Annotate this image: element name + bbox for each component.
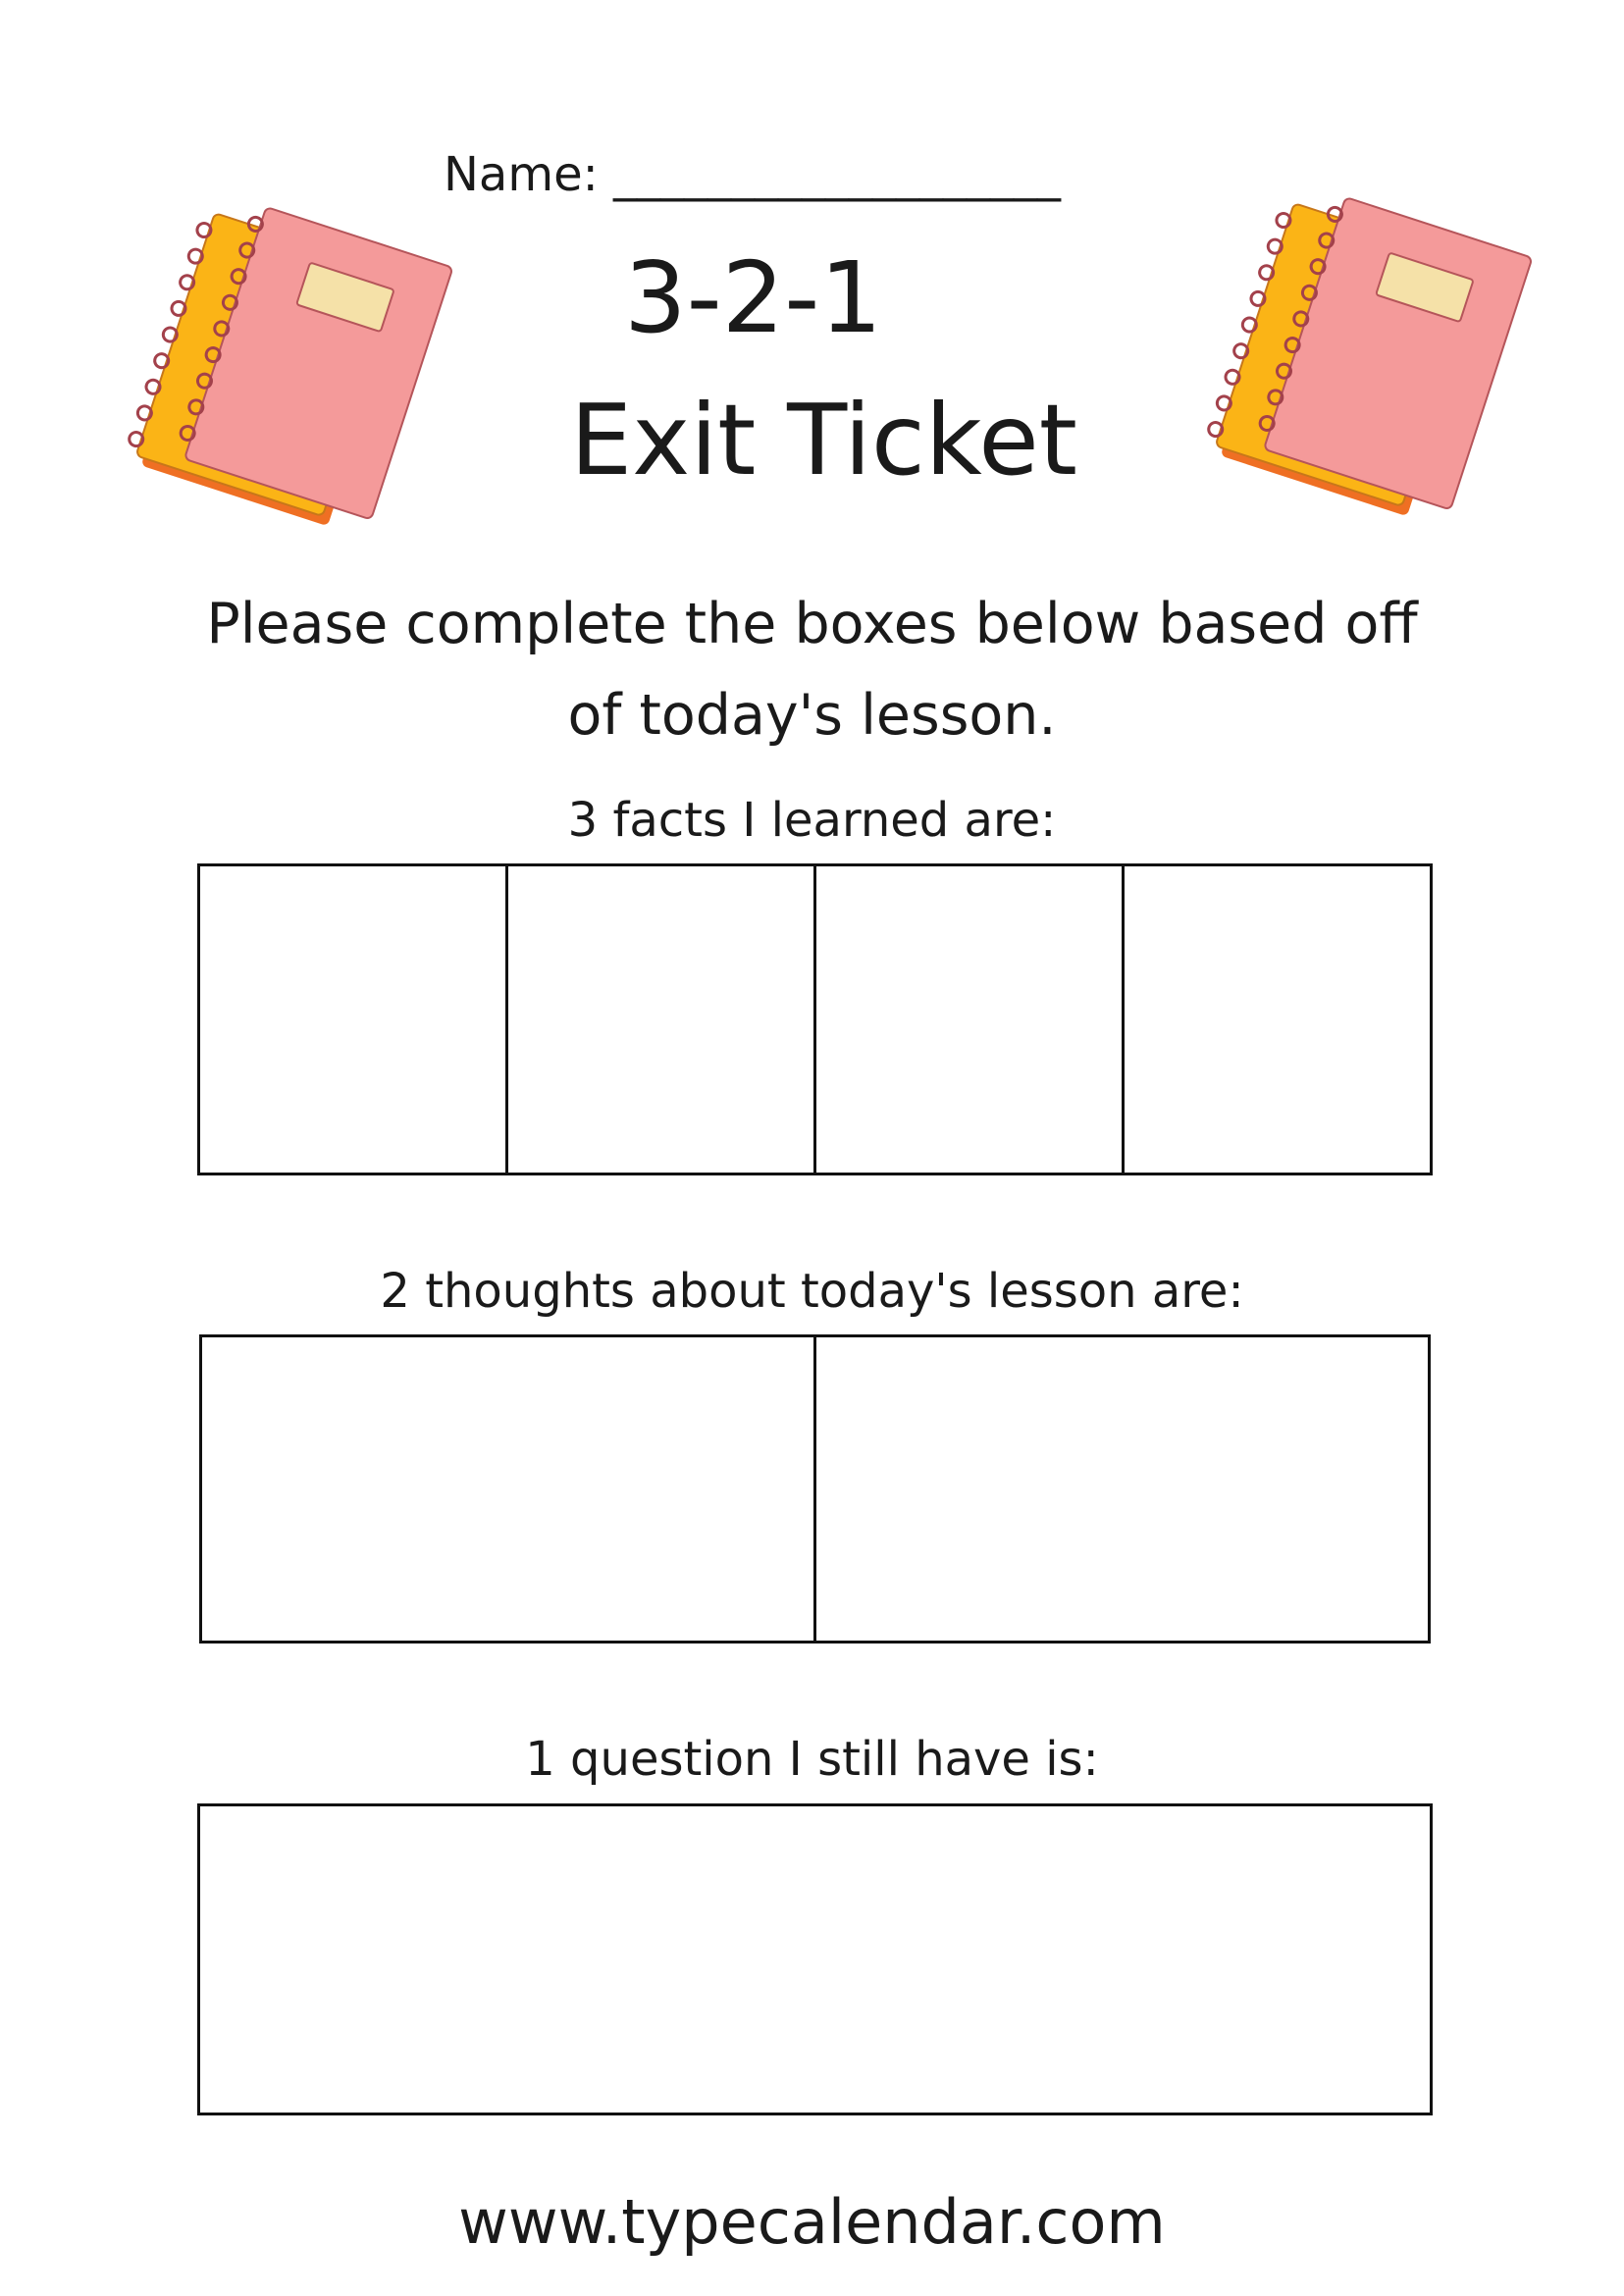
question-boxes xyxy=(197,1803,1433,2115)
fact-box-1[interactable] xyxy=(200,866,508,1173)
title-number: 3-2-1 xyxy=(623,240,883,355)
thought-box-1[interactable] xyxy=(202,1337,816,1641)
title-text: Exit Ticket xyxy=(570,383,1077,497)
thought-box-2[interactable] xyxy=(816,1337,1428,1641)
fact-box-2[interactable] xyxy=(508,866,816,1173)
question-box-1[interactable] xyxy=(200,1806,1430,2113)
thoughts-boxes xyxy=(199,1334,1431,1644)
footer-url: www.typecalendar.com xyxy=(458,2186,1166,2258)
thoughts-label: 2 thoughts about today's lesson are: xyxy=(380,1264,1244,1319)
name-field-label: Name: ___________________ xyxy=(444,147,1062,202)
instructions-line-2: of today's lesson. xyxy=(567,683,1057,748)
instructions-line-1: Please complete the boxes below based off xyxy=(206,592,1418,656)
facts-label: 3 facts I learned are: xyxy=(567,793,1057,848)
instructions xyxy=(118,579,1506,761)
fact-box-3[interactable] xyxy=(816,866,1125,1173)
fact-box-4[interactable] xyxy=(1125,866,1430,1173)
facts-boxes xyxy=(197,863,1433,1175)
question-label: 1 question I still have is: xyxy=(525,1732,1099,1787)
